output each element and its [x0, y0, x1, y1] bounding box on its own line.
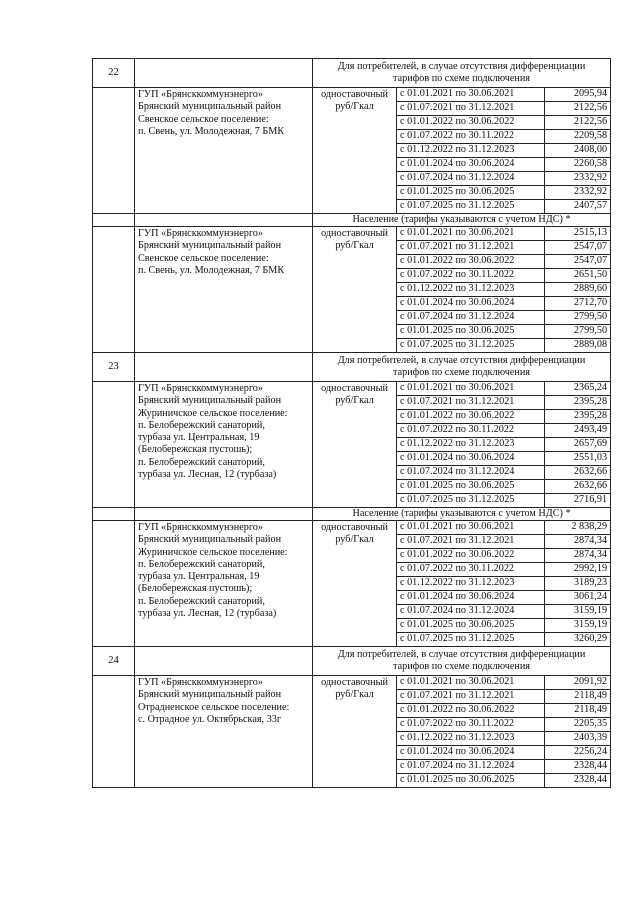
- period-cell: с 01.12.2022 по 31.12.2023: [397, 283, 545, 297]
- tariff-value: 3159,19: [545, 619, 611, 633]
- empty-cell: [93, 88, 135, 214]
- period-cell: с 01.07.2021 по 31.12.2021: [397, 396, 545, 410]
- period-cell: с 01.01.2022 по 30.06.2022: [397, 704, 545, 718]
- empty-cell: [135, 353, 313, 382]
- organization-line: Брянский муниципальный район: [138, 689, 282, 701]
- period-cell: с 01.07.2024 по 31.12.2024: [397, 760, 545, 774]
- period-cell: с 01.07.2022 по 30.11.2022: [397, 718, 545, 732]
- header-line: тарифов по схеме подключения: [393, 73, 530, 84]
- organization-line: Брянский муниципальный район: [138, 395, 282, 407]
- period-cell: с 01.07.2021 по 31.12.2021: [397, 535, 545, 549]
- tariff-value: 2332,92: [545, 186, 611, 200]
- period-cell: с 01.07.2025 по 31.12.2025: [397, 339, 545, 353]
- period-cell: с 01.01.2025 по 30.06.2025: [397, 619, 545, 633]
- tariff-row: [93, 521, 611, 535]
- entry-number: 24: [93, 647, 135, 676]
- tariff-value: 2256,24: [545, 746, 611, 760]
- tariff-value: 3189,23: [545, 577, 611, 591]
- organization-line: (Белобережская пустошь);: [138, 583, 253, 595]
- empty-cell: [93, 227, 135, 353]
- tariff-value: 2091,92: [545, 676, 611, 690]
- period-cell: с 01.07.2022 по 30.11.2022: [397, 563, 545, 577]
- tariff-value: 2547,07: [545, 255, 611, 269]
- population-header-row: [93, 214, 611, 227]
- period-cell: с 01.07.2022 по 30.11.2022: [397, 130, 545, 144]
- entry-number: 22: [93, 59, 135, 88]
- organization-line: Свенское сельское поселение:: [138, 252, 269, 264]
- consumer-header: [313, 353, 611, 382]
- organization-line: п. Белобережский санаторий,: [138, 558, 265, 570]
- period-cell: с 01.07.2022 по 30.11.2022: [397, 424, 545, 438]
- tariff-value: 2095,94: [545, 88, 611, 102]
- organization-cell: [135, 521, 313, 647]
- rate-unit: руб/Гкал: [335, 534, 374, 545]
- tariff-value: 2408,00: [545, 144, 611, 158]
- tariff-value: 2118,49: [545, 690, 611, 704]
- tariff-row: [93, 227, 611, 241]
- period-cell: с 01.01.2021 по 30.06.2021: [397, 88, 545, 102]
- tariff-value: 2260,58: [545, 158, 611, 172]
- tariff-table-page: [92, 58, 610, 788]
- tariff-table: [92, 58, 611, 788]
- organization-line: Журиничское сельское поселение:: [138, 546, 288, 558]
- organization-cell: [135, 88, 313, 214]
- header-line: Для потребителей, в случае отсутствия дифференциации: [337, 355, 586, 366]
- tariff-value: 2395,28: [545, 410, 611, 424]
- tariff-row: [93, 88, 611, 102]
- period-cell: с 01.07.2021 по 31.12.2021: [397, 102, 545, 116]
- consumer-header: [313, 59, 611, 88]
- empty-cell: [93, 508, 135, 521]
- organization-line: Журиничское сельское поселение:: [138, 407, 288, 419]
- tariff-value: 2122,56: [545, 116, 611, 130]
- tariff-value: 3159,19: [545, 605, 611, 619]
- period-cell: с 01.01.2021 по 30.06.2021: [397, 382, 545, 396]
- organization-line: ГУП «Брянсккоммунэнерго»: [138, 677, 263, 688]
- header-row: [93, 353, 611, 382]
- organization-line: турбаза ул. Центральная, 19: [138, 432, 260, 444]
- period-cell: с 01.01.2021 по 30.06.2021: [397, 227, 545, 241]
- tariff-value: 2328,44: [545, 760, 611, 774]
- tariff-value: 2 838,29: [545, 521, 611, 535]
- tariff-value: 3061,24: [545, 591, 611, 605]
- tariff-value: 2632,66: [545, 480, 611, 494]
- tariff-value: 2328,44: [545, 774, 611, 788]
- tariff-value: 3260,29: [545, 633, 611, 647]
- empty-cell: [93, 521, 135, 647]
- organization-cell: [135, 227, 313, 353]
- period-cell: с 01.07.2024 по 31.12.2024: [397, 466, 545, 480]
- organization-line: с. Отрадное ул. Октябрьская, 33г: [138, 713, 281, 725]
- tariff-value: 2799,50: [545, 311, 611, 325]
- organization-line: ГУП «Брянсккоммунэнерго»: [138, 522, 263, 533]
- organization-line: Отрадненское сельское поселение:: [138, 701, 290, 713]
- unit-cell: [313, 521, 397, 647]
- tariff-value: 2799,50: [545, 325, 611, 339]
- rate-type: одноставочный: [321, 228, 388, 239]
- empty-cell: [135, 214, 313, 227]
- period-cell: с 01.12.2022 по 31.12.2023: [397, 144, 545, 158]
- period-cell: с 01.07.2022 по 30.11.2022: [397, 269, 545, 283]
- period-cell: с 01.12.2022 по 31.12.2023: [397, 438, 545, 452]
- period-cell: с 01.01.2024 по 30.06.2024: [397, 158, 545, 172]
- header-line: Для потребителей, в случае отсутствия дифференциации: [337, 649, 586, 660]
- unit-cell: [313, 676, 397, 788]
- organization-line: Свенское сельское поселение:: [138, 113, 269, 125]
- period-cell: с 01.12.2022 по 31.12.2023: [397, 577, 545, 591]
- organization-line: ГУП «Брянсккоммунэнерго»: [138, 228, 263, 239]
- tariff-value: 2992,19: [545, 563, 611, 577]
- rate-type: одноставочный: [321, 383, 388, 394]
- tariff-row: [93, 382, 611, 396]
- organization-line: ГУП «Брянсккоммунэнерго»: [138, 89, 263, 100]
- period-cell: с 01.01.2024 по 30.06.2024: [397, 591, 545, 605]
- header-row: [93, 59, 611, 88]
- rate-unit: руб/Гкал: [335, 101, 374, 112]
- period-cell: с 01.01.2024 по 30.06.2024: [397, 452, 545, 466]
- population-header: Население (тарифы указываются с учетом НДС) *: [313, 214, 611, 227]
- organization-line: Брянский муниципальный район: [138, 101, 282, 113]
- tariff-value: 2118,49: [545, 704, 611, 718]
- rate-unit: руб/Гкал: [335, 240, 374, 251]
- tariff-value: 2403,39: [545, 732, 611, 746]
- tariff-value: 2209,58: [545, 130, 611, 144]
- tariff-value: 2712,70: [545, 297, 611, 311]
- organization-line: турбаза ул. Лесная, 12 (турбаза): [138, 608, 277, 620]
- empty-cell: [135, 647, 313, 676]
- tariff-value: 2657,69: [545, 438, 611, 452]
- rate-unit: руб/Гкал: [335, 689, 374, 700]
- period-cell: с 01.07.2021 по 31.12.2021: [397, 690, 545, 704]
- rate-type: одноставочный: [321, 89, 388, 100]
- tariff-value: 2395,28: [545, 396, 611, 410]
- tariff-value: 2716,91: [545, 494, 611, 508]
- rate-type: одноставочный: [321, 677, 388, 688]
- tariff-value: 2874,34: [545, 535, 611, 549]
- tariff-value: 2889,08: [545, 339, 611, 353]
- empty-cell: [93, 382, 135, 508]
- organization-cell: [135, 382, 313, 508]
- tariff-value: 2493,49: [545, 424, 611, 438]
- tariff-value: 2651,50: [545, 269, 611, 283]
- period-cell: с 01.01.2024 по 30.06.2024: [397, 746, 545, 760]
- organization-line: п. Свень, ул. Молодежная, 7 БМК: [138, 264, 285, 276]
- organization-line: Брянский муниципальный район: [138, 240, 282, 252]
- unit-cell: [313, 227, 397, 353]
- period-cell: с 01.01.2025 по 30.06.2025: [397, 186, 545, 200]
- period-cell: с 01.07.2025 по 31.12.2025: [397, 494, 545, 508]
- tariff-value: 2332,92: [545, 172, 611, 186]
- consumer-header: [313, 647, 611, 676]
- unit-cell: [313, 382, 397, 508]
- empty-cell: [93, 214, 135, 227]
- rate-unit: руб/Гкал: [335, 395, 374, 406]
- organization-line: п. Белобережский санаторий,: [138, 419, 265, 431]
- tariff-value: 2407,57: [545, 200, 611, 214]
- period-cell: с 01.01.2022 по 30.06.2022: [397, 116, 545, 130]
- tariff-value: 2632,66: [545, 466, 611, 480]
- period-cell: с 01.07.2024 по 31.12.2024: [397, 172, 545, 186]
- tariff-value: 2205,35: [545, 718, 611, 732]
- tariff-value: 2874,34: [545, 549, 611, 563]
- rate-type: одноставочный: [321, 522, 388, 533]
- tariff-value: 2365,24: [545, 382, 611, 396]
- period-cell: с 01.07.2025 по 31.12.2025: [397, 200, 545, 214]
- organization-line: Брянский муниципальный район: [138, 534, 282, 546]
- period-cell: с 01.01.2022 по 30.06.2022: [397, 410, 545, 424]
- entry-number: 23: [93, 353, 135, 382]
- period-cell: с 01.07.2024 по 31.12.2024: [397, 311, 545, 325]
- period-cell: с 01.01.2024 по 30.06.2024: [397, 297, 545, 311]
- period-cell: с 01.01.2025 по 30.06.2025: [397, 325, 545, 339]
- organization-line: п. Свень, ул. Молодежная, 7 БМК: [138, 125, 285, 137]
- header-line: Для потребителей, в случае отсутствия дифференциации: [337, 61, 586, 72]
- tariff-value: 2547,07: [545, 241, 611, 255]
- tariff-value: 2122,56: [545, 102, 611, 116]
- empty-cell: [93, 676, 135, 788]
- organization-line: п. Белобережский санаторий,: [138, 595, 265, 607]
- header-line: тарифов по схеме подключения: [393, 661, 530, 672]
- tariff-value: 2515,13: [545, 227, 611, 241]
- period-cell: с 01.07.2021 по 31.12.2021: [397, 241, 545, 255]
- period-cell: с 01.12.2022 по 31.12.2023: [397, 732, 545, 746]
- header-line: тарифов по схеме подключения: [393, 367, 530, 378]
- organization-line: турбаза ул. Центральная, 19: [138, 571, 260, 583]
- period-cell: с 01.01.2021 по 30.06.2021: [397, 521, 545, 535]
- period-cell: с 01.01.2021 по 30.06.2021: [397, 676, 545, 690]
- period-cell: с 01.01.2025 по 30.06.2025: [397, 774, 545, 788]
- period-cell: с 01.07.2025 по 31.12.2025: [397, 633, 545, 647]
- period-cell: с 01.07.2024 по 31.12.2024: [397, 605, 545, 619]
- tariff-value: 2551,03: [545, 452, 611, 466]
- organization-line: ГУП «Брянсккоммунэнерго»: [138, 383, 263, 394]
- tariff-row: [93, 676, 611, 690]
- period-cell: с 01.01.2025 по 30.06.2025: [397, 480, 545, 494]
- organization-line: турбаза ул. Лесная, 12 (турбаза): [138, 469, 277, 481]
- unit-cell: [313, 88, 397, 214]
- organization-line: п. Белобережский санаторий,: [138, 456, 265, 468]
- header-row: [93, 647, 611, 676]
- period-cell: с 01.01.2022 по 30.06.2022: [397, 255, 545, 269]
- empty-cell: [135, 508, 313, 521]
- empty-cell: [135, 59, 313, 88]
- population-header: Население (тарифы указываются с учетом НДС) *: [313, 508, 611, 521]
- tariff-value: 2889,60: [545, 283, 611, 297]
- organization-cell: [135, 676, 313, 788]
- organization-line: (Белобережская пустошь);: [138, 444, 253, 456]
- period-cell: с 01.01.2022 по 30.06.2022: [397, 549, 545, 563]
- population-header-row: [93, 508, 611, 521]
